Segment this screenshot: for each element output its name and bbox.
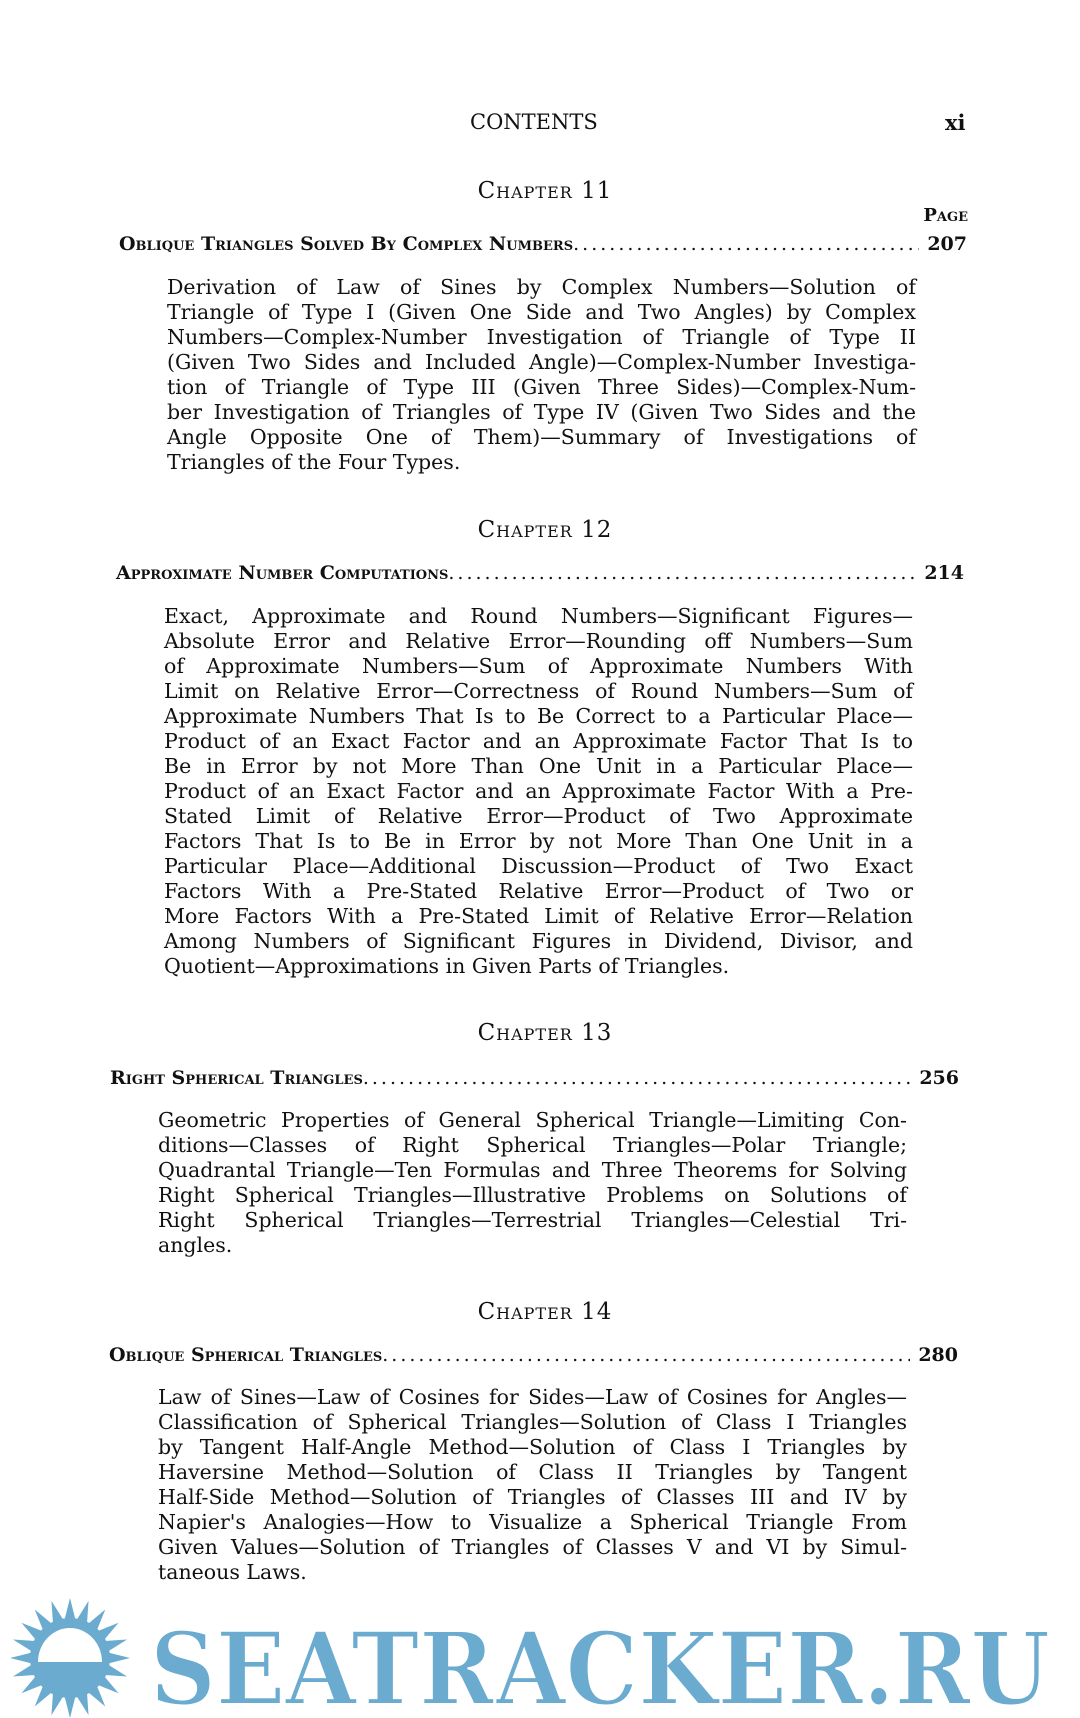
summary-line: Given Values—Solution of Triangles of Classes V and VI by Simul- — [158, 1535, 907, 1559]
sun-logo-icon — [10, 1598, 130, 1718]
summary-line: Angle Opposite One of Them)—Summary of Investigations of — [167, 425, 916, 449]
summary-line: ditions—Classes of Right Spherical Triangles—Polar Triangle; — [158, 1133, 907, 1157]
summary-line: Triangles of the Four Types. — [167, 450, 461, 474]
leader-dots — [573, 233, 919, 255]
toc-entry-page: 280 — [918, 1344, 958, 1366]
summary-line: Stated Limit of Relative Error—Product of Two Approximate — [164, 804, 913, 828]
summary-line: Absolute Error and Relative Error—Rounding off Numbers—Sum — [164, 629, 913, 653]
leader-dots — [448, 562, 916, 584]
toc-entry-title: Right Spherical Triangles — [110, 1067, 363, 1089]
summary-line: Napier's Analogies—How to Visualize a Spherical Triangle From — [158, 1510, 907, 1534]
running-header-title: CONTENTS — [470, 110, 598, 134]
seatracker-watermark — [0, 1596, 1080, 1718]
summary-line: Right Spherical Triangles—Illustrative Problems on Solutions of — [158, 1183, 907, 1207]
chapter-heading: Chapter 14 — [477, 1299, 613, 1325]
chapter-heading: Chapter 12 — [477, 517, 613, 543]
summary-line: taneous Laws. — [158, 1560, 307, 1584]
toc-entry-title: Oblique Triangles Solved By Complex Numbers — [119, 233, 574, 255]
summary-line: Quadrantal Triangle—Ten Formulas and Three Theorems for Solving — [158, 1158, 907, 1182]
toc-entry[interactable] — [116, 562, 964, 584]
chapter-summary — [164, 604, 913, 979]
leader-dots — [363, 1067, 911, 1089]
summary-line: Factors With a Pre-Stated Relative Error—Product of Two or — [164, 879, 913, 903]
page-numeral: xi — [945, 110, 966, 135]
summary-line: Limit on Relative Error—Correctness of Round Numbers—Sum of — [164, 679, 913, 703]
summary-line: Half-Side Method—Solution of Triangles of Classes III and IV by — [158, 1485, 907, 1509]
summary-line: Product of an Exact Factor and an Approximate Factor With a Pre- — [164, 779, 913, 803]
watermark-text: SEATRACKER.RU — [150, 1610, 1050, 1718]
summary-line: Geometric Properties of General Spherical Triangle—Limiting Con- — [158, 1108, 907, 1132]
chapter-heading: Chapter 13 — [477, 1020, 613, 1046]
toc-entry[interactable] — [110, 1067, 959, 1089]
toc-entry-page: 207 — [927, 233, 967, 255]
summary-line: Be in Error by not More Than One Unit in a Particular Place— — [164, 754, 913, 778]
summary-line: Factors That Is to Be in Error by not More Than One Unit in a — [164, 829, 913, 853]
summary-line: of Approximate Numbers—Sum of Approximate Numbers With — [164, 654, 913, 678]
summary-line: Law of Sines—Law of Cosines for Sides—Law of Cosines for Angles— — [158, 1385, 907, 1409]
toc-entry-page: 214 — [924, 562, 964, 584]
summary-line: More Factors With a Pre-Stated Limit of Relative Error—Relation — [164, 904, 913, 928]
summary-line: Numbers—Complex-Number Investigation of Triangle of Type II — [167, 325, 916, 349]
toc-entry[interactable] — [119, 233, 967, 255]
toc-entry-title: Oblique Spherical Triangles — [109, 1344, 383, 1366]
chapter-summary — [158, 1385, 907, 1585]
toc-entry-page: 256 — [919, 1067, 959, 1089]
summary-line: Haversine Method—Solution of Class II Triangles by Tangent — [158, 1460, 907, 1484]
chapter-summary — [167, 275, 916, 475]
summary-line: Quotient—Approximations in Given Parts of Triangles. — [164, 954, 730, 978]
chapter-summary — [158, 1108, 907, 1258]
summary-line: tion of Triangle of Type III (Given Three Sides)—Complex-Num- — [167, 375, 916, 399]
summary-line: Classification of Spherical Triangles—Solution of Class I Triangles — [158, 1410, 907, 1434]
summary-line: Approximate Numbers That Is to Be Correct to a Particular Place— — [164, 704, 913, 728]
page-column-label: Page — [923, 205, 968, 226]
summary-line: Exact, Approximate and Round Numbers—Significant Figures— — [164, 604, 913, 628]
summary-line: (Given Two Sides and Included Angle)—Complex-Number Investiga- — [167, 350, 916, 374]
toc-entry-title: Approximate Number Computations — [116, 562, 449, 584]
summary-line: by Tangent Half-Angle Method—Solution of Class I Triangles by — [158, 1435, 907, 1459]
leader-dots — [382, 1344, 910, 1366]
summary-line: Right Spherical Triangles—Terrestrial Triangles—Celestial Tri- — [158, 1208, 907, 1232]
summary-line: angles. — [158, 1233, 233, 1257]
summary-line: Product of an Exact Factor and an Approximate Factor That Is to — [164, 729, 913, 753]
summary-line: Triangle of Type I (Given One Side and Two Angles) by Complex — [167, 300, 916, 324]
summary-line: Among Numbers of Significant Figures in Dividend, Divisor, and — [164, 929, 913, 953]
chapter-heading: Chapter 11 — [477, 178, 613, 204]
summary-line: Derivation of Law of Sines by Complex Numbers—Solution of — [167, 275, 916, 299]
summary-line: Particular Place—Additional Discussion—Product of Two Exact — [164, 854, 913, 878]
summary-line: ber Investigation of Triangles of Type IV (Given Two Sides and the — [167, 400, 916, 424]
toc-entry[interactable] — [109, 1344, 958, 1366]
